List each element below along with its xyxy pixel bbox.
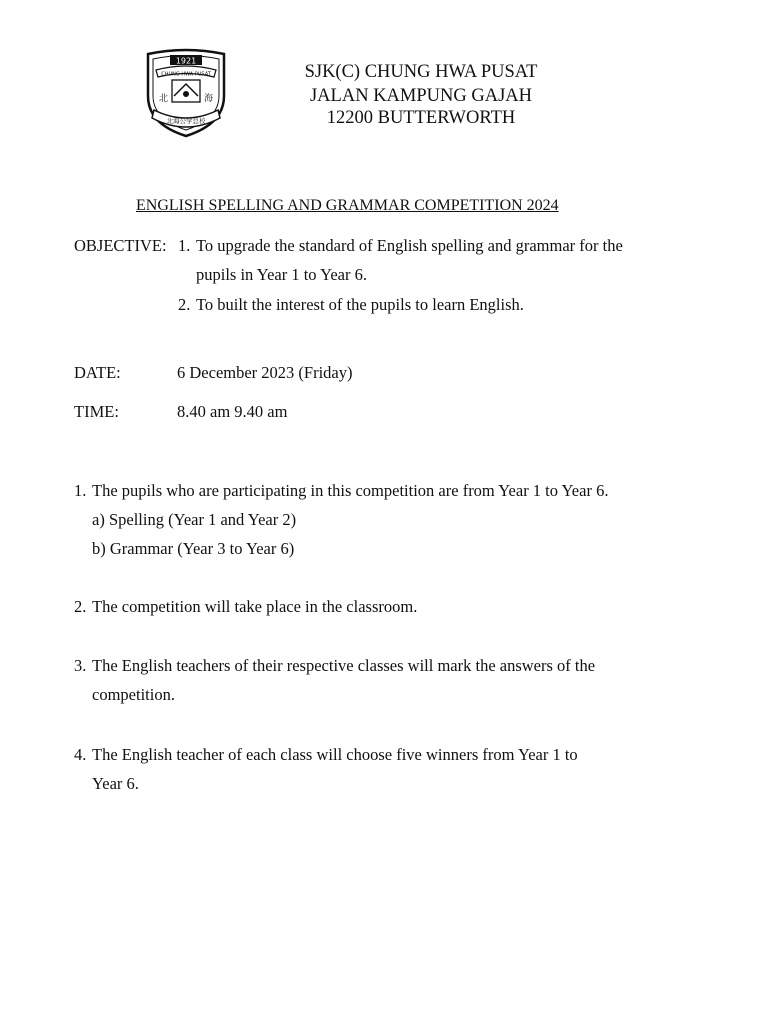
school-city-address: 12200 BUTTERWORTH (326, 108, 516, 128)
rule-2-number: 2. (74, 597, 87, 616)
objective-1-text-continued: pupils in Year 1 to Year 6. (196, 265, 367, 284)
objective-1-number: 1. (178, 236, 191, 255)
objective-2-text: To built the interest of the pupils to learn English. (196, 295, 524, 314)
objective-2-number: 2. (178, 295, 191, 314)
rule-4-text: The English teacher of each class will choose five winners from Year 1 to (92, 745, 578, 764)
rule-1-sub-b: b) Grammar (Year 3 to Year 6) (92, 539, 295, 558)
svg-text:北: 北 (159, 94, 169, 104)
rule-1-number: 1. (74, 481, 87, 500)
time-value: 8.40 am 9.40 am (177, 402, 288, 421)
svg-text:CHUNG HWA PUSAT: CHUNG HWA PUSAT (161, 71, 211, 78)
date-value: 6 December 2023 (Friday) (177, 363, 353, 382)
school-name: SJK(C) CHUNG HWA PUSAT (304, 62, 538, 82)
rule-1-text: The pupils who are participating in this competition are from Year 1 to Year 6. (92, 481, 609, 500)
time-label: TIME: (74, 402, 119, 421)
svg-text:1921: 1921 (175, 56, 197, 66)
objective-label: OBJECTIVE: (74, 236, 167, 255)
rule-4-number: 4. (74, 745, 87, 764)
rule-3-text-continued: competition. (92, 685, 175, 704)
date-label: DATE: (74, 363, 121, 382)
svg-text:北海公学总校: 北海公学总校 (166, 117, 206, 125)
rule-1-sub-a: a) Spelling (Year 1 and Year 2) (92, 510, 297, 529)
objective-1-text: To upgrade the standard of English spelling and grammar for the (196, 236, 623, 255)
document-title: ENGLISH SPELLING AND GRAMMAR COMPETITION 2024 (136, 197, 559, 214)
rule-4-text-continued: Year 6. (92, 774, 139, 793)
school-street-address: JALAN KAMPUNG GAJAH (309, 86, 532, 106)
svg-text:海: 海 (204, 94, 214, 104)
rule-3-number: 3. (74, 656, 87, 675)
rule-3-text: The English teachers of their respective classes will mark the answers of the (92, 656, 596, 675)
rule-2-text: The competition will take place in the classroom. (92, 597, 418, 616)
